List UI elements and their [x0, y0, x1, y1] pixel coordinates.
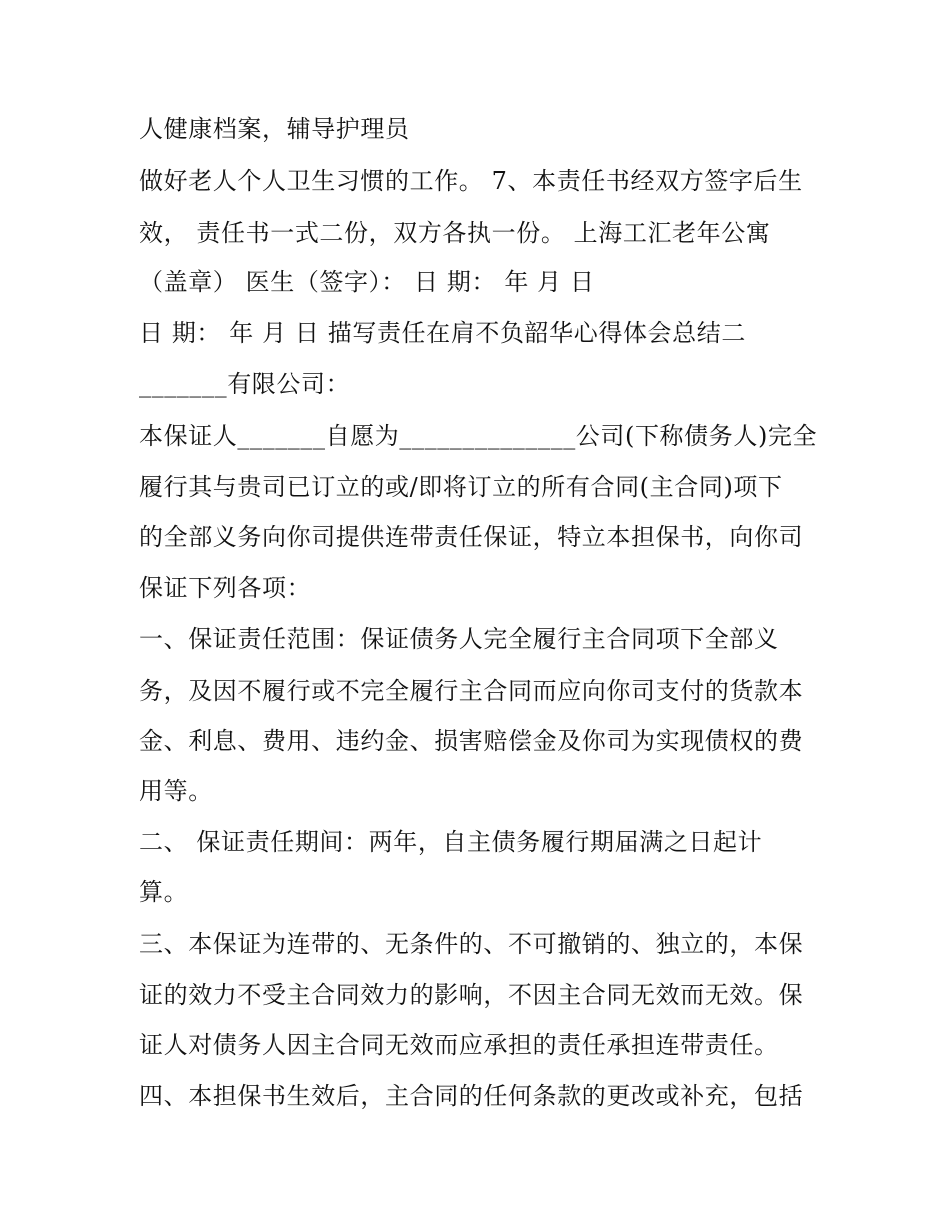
- text-line-4: （盖章） 医生（签字）： 日 期： 年 月 日: [139, 268, 595, 296]
- text-line-6: _______有限公司：: [139, 370, 351, 398]
- text-line-11: 一、保证责任范围：保证债务人完全履行主合同项下全部义: [139, 625, 779, 653]
- text-line-20: 四、本担保书生效后，主合同的任何条款的更改或补充，包括: [139, 1082, 804, 1110]
- text-line-12: 务，及因不履行或不完全履行主合同而应向你司支付的货款本: [139, 677, 804, 705]
- text-line-1: 人健康档案，辅导护理员: [139, 115, 410, 143]
- text-line-13: 金、利息、费用、违约金、损害赔偿金及你司为实现债权的费: [139, 727, 804, 755]
- text-line-3: 效， 责任书一式二份，双方各执一份。 上海工汇老年公寓: [139, 219, 771, 247]
- text-line-10: 保证下列各项：: [139, 574, 312, 602]
- text-line-16: 算。: [139, 878, 189, 906]
- text-line-5: 日 期： 年 月 日 描写责任在肩不负韶华心得体会总结二: [139, 319, 746, 347]
- text-line-9: 的全部义务向你司提供连带责任保证，特立本担保书，向你司: [139, 523, 804, 551]
- text-line-2: 做好老人个人卫生习惯的工作。 7、本责任书经双方签字后生: [139, 167, 803, 195]
- text-line-7: 本保证人_______自愿为______________公司(下称债务人)完全: [139, 422, 818, 450]
- text-line-17: 三、本保证为连带的、无条件的、不可撤销的、独立的，本保: [139, 930, 804, 958]
- text-line-14: 用等。: [139, 777, 213, 805]
- text-line-8: 履行其与贵司已订立的或/即将订立的所有合同(主合同)项下: [139, 473, 783, 501]
- text-line-19: 证人对债务人因主合同无效而应承担的责任承担连带责任。: [139, 1031, 779, 1059]
- text-line-18: 证的效力不受主合同效力的影响，不因主合同无效而无效。保: [139, 981, 804, 1009]
- text-line-15: 二、 保证责任期间：两年，自主债务履行期届满之日起计: [139, 828, 763, 856]
